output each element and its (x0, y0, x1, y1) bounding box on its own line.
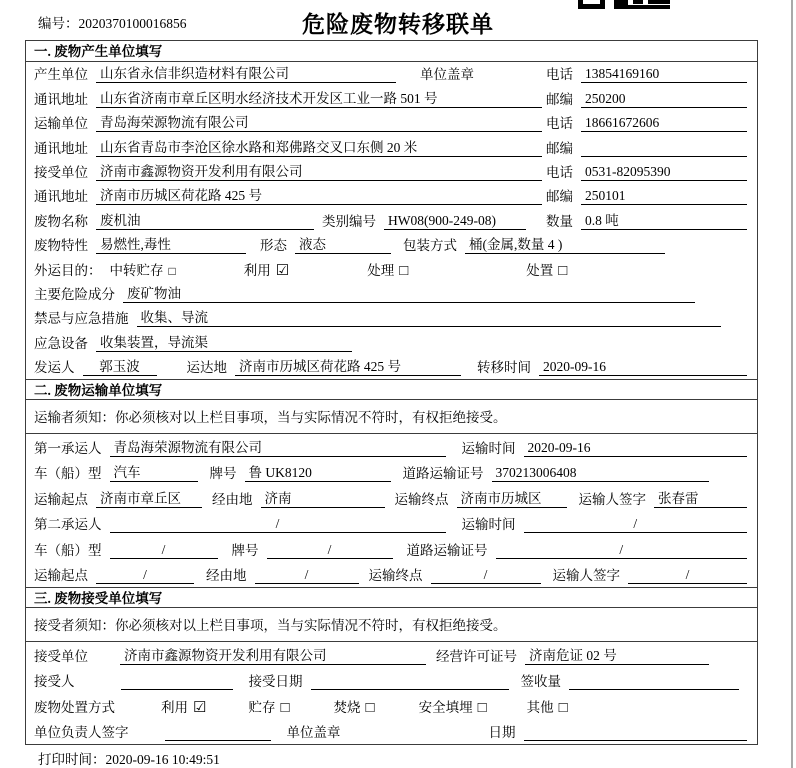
road-permit-label: 道路运输证号 (406, 542, 488, 558)
checkbox-unchecked-icon: □ (558, 699, 568, 716)
consignor-value: 郭玉波 (83, 355, 157, 376)
accepting-unit-value: 济南市鑫源物资开发利用有限公司 (120, 644, 426, 665)
address-label: 通讯地址 (34, 91, 88, 107)
road-permit-value: / (496, 542, 748, 559)
hazard-value: 废矿物油 (123, 282, 695, 303)
vehicle-type-value: / (110, 542, 218, 559)
address-value: 济南市历城区荷花路 425 号 (96, 184, 542, 205)
carrier1-label: 第一承运人 (34, 440, 102, 456)
waste-name-row (26, 208, 757, 232)
phone-label: 电话 (546, 116, 573, 132)
second-carrier-row (26, 511, 757, 537)
end-label: 运输终点 (394, 491, 449, 507)
first-carrier-row (26, 434, 757, 460)
manager-sign-label: 单位负责人签字 (34, 725, 129, 741)
page-title: 危险废物转移联单 (302, 12, 494, 37)
zip-label: 邮编 (546, 189, 573, 205)
purpose-option-utilize: 利用 ☑ (243, 262, 290, 279)
checkbox-unchecked-icon: □ (477, 699, 487, 716)
waste-name-label: 废物名称 (34, 213, 88, 229)
transporter-sign-label: 运输人签字 (552, 568, 620, 584)
unit-seal-label: 单位盖章 (420, 67, 474, 83)
zip-value: 250200 (581, 91, 747, 108)
purpose-option-treat: 处理 □ (367, 262, 409, 279)
transporter-sign-value: 张春雷 (654, 487, 747, 508)
origin-label: 运输起点 (34, 568, 88, 584)
producer-value: 山东省永信非织造材料有限公司 (96, 62, 396, 83)
receiver-address-row (26, 184, 757, 208)
consignor-label: 发运人 (34, 360, 75, 376)
hazard-label: 主要危险成分 (34, 286, 115, 302)
acceptor-label: 接受人 (34, 674, 75, 690)
vehicle-type-label: 车（船）型 (34, 466, 102, 482)
transporter-address-row (26, 135, 757, 159)
purpose-option-transfer-storage: 中转贮存 □ (109, 262, 176, 278)
manager-sign-value (165, 740, 271, 741)
plate-value: / (267, 542, 393, 559)
section1-heading: 一. 废物产生单位填写 (26, 41, 757, 62)
transporter-label: 运输单位 (34, 116, 88, 132)
category-label: 类别编号 (322, 213, 376, 229)
checkbox-unchecked-icon: □ (365, 699, 375, 716)
disposal-option-storage: 贮存 □ (248, 699, 290, 716)
destination-value: 济南市历城区荷花路 425 号 (235, 355, 461, 376)
checkbox-checked-icon: ☑ (193, 699, 207, 716)
precaution-value: 收集、导流 (137, 306, 722, 327)
vehicle2-row (26, 536, 757, 562)
route1-row (26, 485, 757, 511)
producer-label: 产生单位 (34, 67, 88, 83)
accepting-unit-row (26, 642, 757, 668)
receiver-value: 济南市鑫源物资开发利用有限公司 (96, 160, 542, 181)
manifest-form (25, 40, 758, 745)
date-label: 日期 (488, 725, 516, 741)
transfer-time-value: 2020-09-16 (539, 359, 747, 376)
disposal-option-landfill: 安全填埋 □ (418, 699, 487, 716)
characteristics-value: 易燃性,毒性 (96, 233, 246, 254)
disposal-option-incinerate: 焚烧 □ (333, 699, 375, 716)
receiver-row (26, 160, 757, 184)
producer-row (26, 62, 757, 86)
plate-value: 鲁 UK8120 (245, 461, 391, 482)
accept-date-label: 接受日期 (248, 674, 303, 690)
page-edge-line (791, 0, 793, 768)
waste-characteristics-row (26, 233, 757, 257)
transporter-sign-label: 运输人签字 (578, 491, 646, 507)
transporter-sign-value: / (628, 567, 747, 584)
vehicle-type-value: 汽车 (110, 461, 198, 482)
via-label: 经由地 (206, 568, 247, 584)
zip-value: 250101 (581, 188, 747, 205)
origin-value: / (96, 567, 194, 584)
checkbox-unchecked-icon: □ (280, 699, 290, 716)
acceptor-value (121, 689, 233, 690)
receiver-notice: 接受者须知：你必须核对以上栏目事项，当与实际情况不符时，有权拒绝接受。 (26, 608, 757, 642)
end-value: / (431, 567, 541, 584)
equipment-label: 应急设备 (34, 335, 88, 351)
packaging-label: 包装方式 (403, 238, 457, 254)
print-time-label: 打印时间： (38, 752, 106, 767)
section3-heading: 三. 废物接受单位填写 (26, 587, 757, 608)
waste-name-value: 废机油 (96, 209, 314, 230)
form-value: 液态 (295, 233, 391, 254)
via-label: 经由地 (212, 491, 253, 507)
checkbox-unchecked-icon: □ (558, 262, 568, 279)
destination-label: 运达地 (186, 360, 227, 376)
print-time-value: 2020-09-16 10:49:51 (105, 752, 220, 767)
equipment-value: 收集装置，导流渠 (96, 331, 352, 352)
carrier1-value: 青岛海荣源物流有限公司 (110, 436, 446, 457)
license-value: 济南危证 02 号 (525, 644, 709, 665)
manager-signature-row (26, 719, 757, 745)
producer-address-row (26, 86, 757, 110)
plate-label: 牌号 (209, 466, 237, 482)
phone-value: 0531-82095390 (581, 164, 747, 181)
transport-time-label: 运输时间 (461, 440, 516, 456)
transporter-value: 青岛海荣源物流有限公司 (96, 111, 542, 132)
zip-label: 邮编 (546, 140, 573, 156)
transporter-row (26, 111, 757, 135)
checkbox-unchecked-icon: □ (168, 263, 176, 278)
emergency-measures-row (26, 306, 757, 330)
phone-label: 电话 (546, 67, 573, 83)
zip-value (581, 156, 747, 157)
emergency-equipment-row (26, 330, 757, 354)
quantity-label: 数量 (546, 213, 573, 229)
date-value (524, 740, 748, 741)
category-value: HW08(900-249-08) (384, 213, 526, 230)
end-value: 济南市历城区 (457, 487, 567, 508)
route2-row (26, 562, 757, 588)
disposal-method-row (26, 693, 757, 719)
disposal-option-utilize: 利用 ☑ (161, 699, 207, 716)
serial-label: 编号： (38, 16, 79, 31)
characteristics-label: 废物特性 (34, 238, 88, 254)
hazard-components-row (26, 282, 757, 306)
accept-date-value (311, 689, 509, 690)
address-label: 通讯地址 (34, 140, 88, 156)
phone-label: 电话 (546, 164, 573, 180)
received-qty-value (569, 689, 739, 690)
disposal-option-other: 其他 □ (526, 699, 568, 716)
road-permit-label: 道路运输证号 (402, 466, 484, 482)
disposal-label: 废物处置方式 (34, 699, 115, 715)
quantity-value: 0.8 吨 (581, 209, 747, 230)
consignor-row (26, 355, 757, 379)
received-qty-label: 签收量 (520, 674, 561, 690)
accepting-unit-label: 接受单位 (34, 648, 88, 664)
via-value: / (255, 567, 359, 584)
checkbox-checked-icon: ☑ (275, 262, 290, 279)
transport-time-value: / (524, 516, 748, 533)
address-value: 山东省济南市章丘区明水经济技术开发区工业一路 501 号 (96, 87, 542, 108)
address-value: 山东省青岛市李沧区徐水路和郑佛路交叉口东侧 20 米 (96, 136, 542, 157)
vehicle1-row (26, 460, 757, 486)
transport-time-value: 2020-09-16 (524, 440, 748, 457)
plate-label: 牌号 (231, 542, 259, 558)
transfer-time-label: 转移时间 (477, 360, 531, 376)
phone-value: 18661672606 (581, 115, 747, 132)
transport-time-label: 运输时间 (461, 517, 516, 533)
zip-label: 邮编 (546, 91, 573, 107)
form-label: 形态 (260, 238, 287, 254)
carrier2-value: / (110, 516, 446, 533)
end-label: 运输终点 (368, 568, 423, 584)
transporter-notice: 运输者须知：你必须核对以上栏目事项，当与实际情况不符时，有权拒绝接受。 (26, 400, 757, 434)
transport-purpose-row (26, 257, 757, 281)
serial-value: 2020370100016856 (78, 16, 187, 31)
road-permit-value: 370213006408 (492, 465, 710, 482)
packaging-value: 桶(金属,数量 4 ) (465, 233, 665, 254)
origin-value: 济南市章丘区 (96, 487, 202, 508)
phone-value: 13854169160 (581, 66, 747, 83)
via-value: 济南 (261, 487, 385, 508)
unit-seal-label: 单位盖章 (286, 725, 341, 741)
origin-label: 运输起点 (34, 491, 88, 507)
qr-code-fragment-icon (578, 0, 670, 9)
license-label: 经营许可证号 (436, 648, 517, 664)
purpose-option-dispose: 处置 □ (526, 262, 568, 279)
precaution-label: 禁忌与应急措施 (34, 311, 129, 327)
print-time-line (38, 748, 220, 768)
acceptor-row (26, 668, 757, 694)
vehicle-type-label: 车（船）型 (34, 542, 102, 558)
carrier2-label: 第二承运人 (34, 517, 102, 533)
address-label: 通讯地址 (34, 189, 88, 205)
purpose-label: 外运目的： (34, 262, 102, 278)
checkbox-unchecked-icon: □ (399, 262, 409, 279)
section2-heading: 二. 废物运输单位填写 (26, 379, 757, 400)
receiver-label: 接受单位 (34, 164, 88, 180)
